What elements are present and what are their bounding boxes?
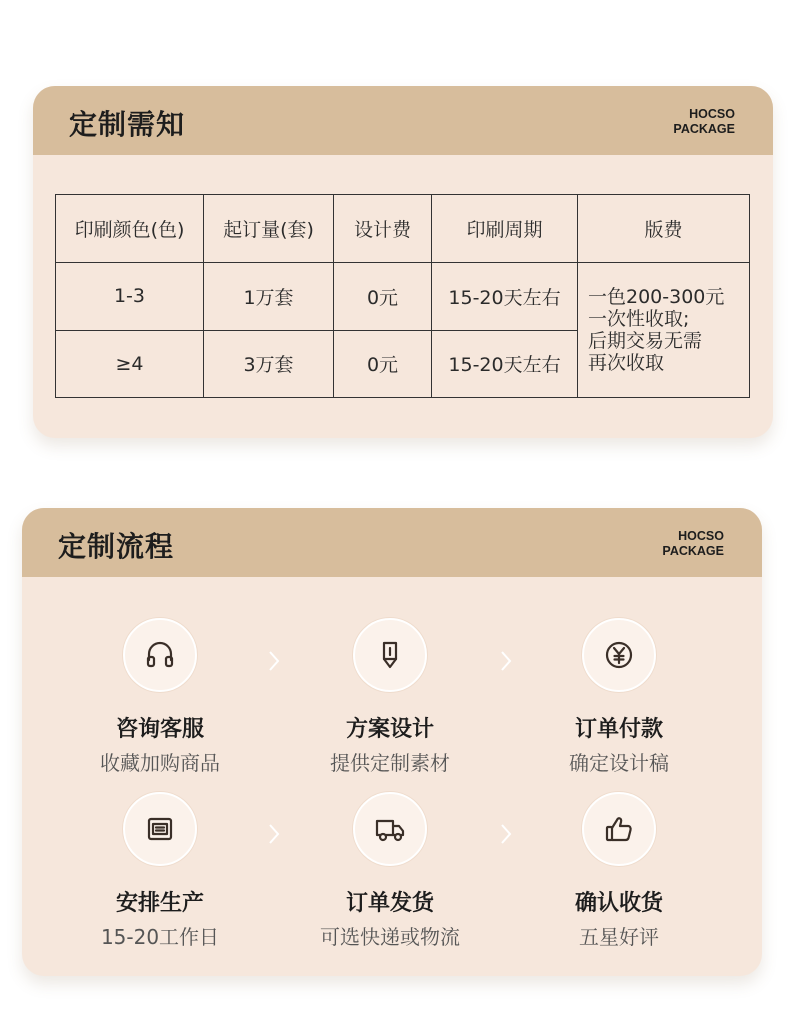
brand-line-1: HOCSO [678,529,724,543]
step-payment [504,618,734,776]
cell-plate-fee [578,263,750,398]
cell-min-order: 1万套 [204,263,334,331]
brand-line-2: PACKAGE [662,544,724,558]
step-title: 安排生产 [115,891,204,916]
plate-fee-line: 一次性收取; [588,308,690,330]
truck-icon [353,792,427,866]
table-header-row [56,195,750,263]
header-print-cycle: 印刷周期 [432,195,578,263]
step-title: 订单发货 [345,891,434,916]
cell-design-fee: 0元 [334,330,432,398]
brand-line-1: HOCSO [689,107,735,121]
plate-fee-line: 后期交易无需 [588,330,703,352]
step-subtitle: 五星好评 [579,925,659,949]
cell-print-colors: ≥4 [56,330,204,398]
thumbs-up-icon [582,792,656,866]
step-title: 方案设计 [345,717,434,742]
cell-print-cycle: 15-20天左右 [432,263,578,331]
printer-icon [123,792,197,866]
brand-line-2: PACKAGE [673,122,735,136]
cell-min-order: 3万套 [204,330,334,398]
pricing-table [55,194,750,398]
header-plate-fee: 版费 [578,195,750,263]
header-print-colors: 印刷颜色(色) [56,195,204,263]
custom-notice-card [33,86,773,438]
plate-fee-line: 一色200-300元 [588,286,725,308]
process-header [22,508,762,577]
headphones-icon [123,618,197,692]
step-subtitle: 可选快递或物流 [320,925,460,949]
custom-process-card [22,508,762,976]
cell-design-fee: 0元 [334,263,432,331]
step-shipping [275,792,505,950]
yen-coin-icon [582,618,656,692]
step-title: 订单付款 [574,717,663,742]
step-title: 确认收货 [574,891,663,916]
step-subtitle: 收藏加购商品 [100,751,220,775]
cell-print-cycle: 15-20天左右 [432,330,578,398]
pen-nib-icon [353,618,427,692]
header-min-order: 起订量(套) [204,195,334,263]
process-title: 定制流程 [58,530,175,563]
header-design-fee: 设计费 [334,195,432,263]
step-receipt [504,792,734,950]
step-subtitle: 提供定制素材 [330,751,450,775]
notice-header [33,86,773,155]
plate-fee-line: 再次收取 [588,352,665,374]
brand-logo [673,107,735,137]
step-design [275,618,505,776]
step-subtitle: 15-20工作日 [100,925,220,949]
step-subtitle: 确定设计稿 [569,751,669,775]
cell-print-colors: 1-3 [56,263,204,331]
brand-logo [662,529,724,559]
step-production [45,792,275,950]
step-title: 咨询客服 [115,717,204,742]
step-consult [45,618,275,776]
notice-title: 定制需知 [69,108,186,141]
table-row [56,263,750,331]
